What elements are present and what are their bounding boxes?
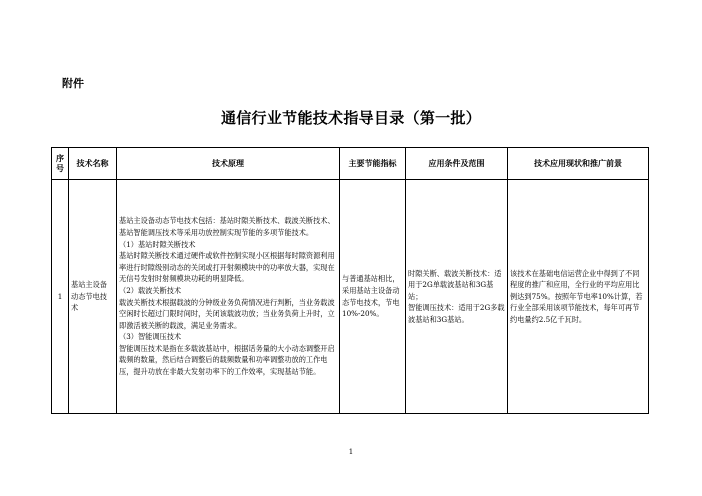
header-name: 技术名称	[69, 148, 117, 180]
row-tech-name: 基站主设备动态节电技术	[69, 180, 117, 414]
header-prospect: 技术应用现状和推广前景	[508, 148, 649, 180]
row-prospect: 该技术在基础电信运营企业中得到了不同程度的推广和应用，全行业的平均应用比例达到75%。按照年节电率10%计算，若行业全部采用该项节能技术，每年可再节约电量约2.5亿千瓦时。	[508, 180, 649, 414]
page-number: 1	[348, 448, 354, 456]
row-conditions	[406, 180, 508, 414]
header-index: 序号	[52, 148, 69, 180]
header-conditions: 应用条件及范围	[406, 148, 508, 180]
row-index: 1	[52, 180, 69, 414]
principle-intro: 基站主设备动态节电技术包括：基站时隙关断技术、载波关断技术、基站智能调压技术等采用功放控制实现节能的多项节能技术。	[119, 216, 335, 237]
conditions-line-1: 时隙关断、载波关断技术：适用于2G单载波基站和3G基站；	[408, 268, 502, 301]
header-principle: 技术原理	[117, 148, 340, 180]
row-principle	[117, 180, 340, 414]
header-indicator: 主要节能指标	[340, 148, 406, 180]
table-header-row	[52, 148, 649, 180]
conditions-line-2: 智能调压技术：适用于2G多载波基站和3G基站。	[408, 303, 505, 324]
principle-heading-3: （3）智能调压技术	[119, 332, 182, 342]
principle-body-2: 载波关断技术根据载波的分钟级业务负荷情况进行判断，当业务载波空闲时长超过门限时间时，关闭该载波功放；当业务负荷上升时，立即激活被关断的载波，满足业务需求。	[119, 297, 335, 330]
document-title: 通信行业节能技术指导目录（第一批）	[220, 109, 482, 127]
row-indicator: 与普通基站相比，采用基站主设备动态节电技术，节电10%-20%。	[340, 180, 406, 414]
principle-body-3: 智能调压技术是指在多载波基站中，根据话务量的大小动态调整开启载频的数量，然后结合调整后的载频数量和功率调整功放的工作电压，提升功放在非最大发射功率下的工作效率，实现基站节能。	[119, 343, 335, 377]
annex-label: 附件	[62, 77, 84, 90]
table-row	[52, 180, 649, 414]
technology-catalog-table	[51, 147, 649, 414]
principle-heading-1: （1）基站时隙关断技术	[119, 239, 196, 249]
principle-heading-2: （2）载波关断技术	[119, 285, 182, 295]
principle-body-1: 基站时隙关断技术通过硬件或软件控制实现小区根据每时隙资源利用率进行时隙级别动态的关闭或打开射频模块中的功率放大器，实现在无信号发射时射频模块功耗的明显降低。	[119, 251, 335, 284]
